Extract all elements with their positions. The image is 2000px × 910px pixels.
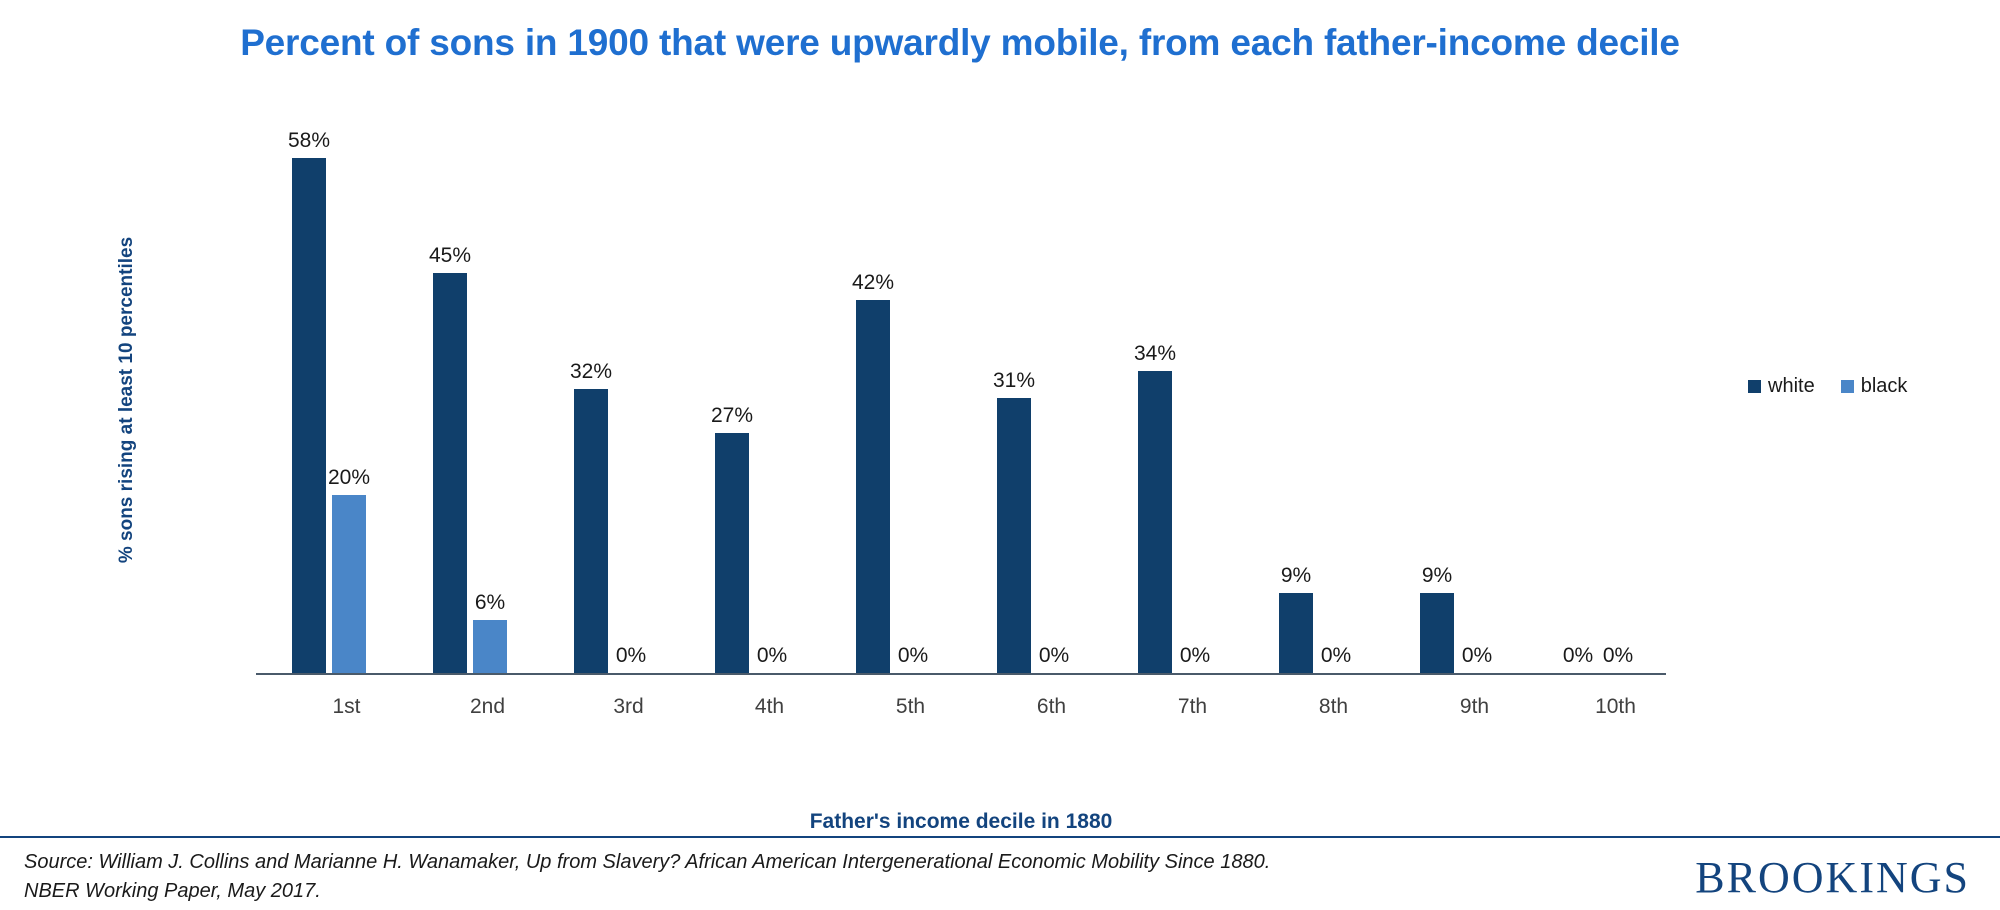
x-tick-label: 5th [895, 695, 926, 718]
bar-white-9th[interactable] [1420, 564, 1454, 673]
bar-value-label: 0% [756, 644, 788, 667]
bar-white-7th[interactable] [1133, 341, 1177, 673]
bar-value-label: 0% [1602, 644, 1634, 667]
bar-value-label: 58% [287, 128, 331, 152]
bar-white-1st[interactable] [287, 128, 331, 673]
x-tick [256, 695, 397, 719]
x-tick [1243, 695, 1384, 719]
x-tick [1384, 695, 1525, 719]
legend-label-white: white [1768, 375, 1815, 397]
bar-white-6th[interactable] [992, 368, 1036, 673]
bar-value-label: 9% [1421, 564, 1453, 588]
bar-value-label: 0% [1320, 644, 1352, 667]
title-post: that were upwardly mobile, from each father-income decile [648, 22, 1680, 63]
bar-value-label: 0% [615, 644, 647, 667]
bar-value-label: 32% [569, 359, 613, 383]
page-title [200, 20, 1720, 66]
bar-group [538, 140, 679, 718]
x-tick-label: 6th [1036, 695, 1067, 718]
bar-black-1st[interactable] [327, 466, 371, 673]
x-tick-label: 10th [1595, 695, 1636, 718]
legend-item-white[interactable] [1748, 375, 1815, 398]
x-tick-label: 1st [332, 695, 361, 718]
bar-value-label: 0% [897, 644, 929, 667]
bar-group [1243, 140, 1384, 718]
bar-black-2nd[interactable] [473, 590, 507, 673]
bar-value-label: 0% [1461, 644, 1493, 667]
x-tick [961, 695, 1102, 719]
bar-group [256, 128, 397, 718]
bar-value-label: 0% [1038, 644, 1070, 667]
legend-item-black[interactable] [1841, 375, 1908, 398]
legend-swatch-white [1748, 380, 1761, 393]
footer-divider [0, 836, 2000, 838]
bar-group [1102, 140, 1243, 718]
bar-value-label: 45% [428, 244, 472, 268]
x-tick-label: 7th [1177, 695, 1208, 718]
bar-value-label: 27% [710, 404, 754, 428]
bar-group [1525, 140, 1666, 718]
bar-value-label: 42% [851, 270, 895, 294]
bar-group [397, 140, 538, 718]
bar-white-5th[interactable] [851, 270, 895, 673]
x-tick [538, 695, 679, 719]
x-axis-title: Father's income decile in 1880 [809, 810, 1113, 833]
title-pre: Percent of sons in [240, 22, 568, 63]
bar-group [679, 140, 820, 718]
x-tick [1525, 695, 1666, 719]
x-tick-label: 4th [754, 695, 785, 718]
bar-group [1384, 140, 1525, 718]
bar-value-label: 20% [327, 466, 371, 490]
bar-value-label: 31% [992, 368, 1036, 392]
plot-area [256, 128, 1666, 740]
x-tick-label: 2nd [469, 695, 506, 718]
x-tick [679, 695, 820, 719]
bar-group [961, 140, 1102, 718]
source-note: Source: William J. Collins and Marianne H. Wanamaker, Up from Slavery? African American Intergenerational Economic Mobility Since 1880. NBER Working Paper, May 2017. [24, 851, 1271, 902]
x-tick [397, 695, 538, 719]
brookings-logo: BROOKINGS [1695, 853, 1970, 902]
x-tick-label: 9th [1459, 695, 1490, 718]
bar-groups [256, 128, 1666, 718]
bar-value-label: 0% [1562, 644, 1594, 667]
x-tick-label: 3rd [613, 695, 644, 718]
bar-value-label: 34% [1133, 341, 1177, 365]
y-axis-title [116, 0, 142, 564]
legend [1748, 375, 1907, 398]
x-tick-label: 8th [1318, 695, 1349, 718]
x-tick [1102, 695, 1243, 719]
bar-white-2nd[interactable] [428, 244, 472, 673]
bar-white-3rd[interactable] [569, 359, 613, 673]
bar-value-label: 0% [1179, 644, 1211, 667]
legend-label-black: black [1860, 375, 1908, 397]
x-axis-line [256, 673, 1666, 675]
bar-group [820, 140, 961, 718]
bar-value-label: 6% [474, 590, 506, 614]
legend-swatch-black [1841, 380, 1854, 393]
bar-value-label: 9% [1280, 564, 1312, 588]
y-axis-title-label: % sons rising at least 10 percentiles [116, 236, 137, 564]
bar-white-4th[interactable] [710, 404, 754, 673]
title-year: 1900 [567, 22, 649, 63]
bar-white-8th[interactable] [1279, 564, 1313, 673]
x-tick [820, 695, 961, 719]
